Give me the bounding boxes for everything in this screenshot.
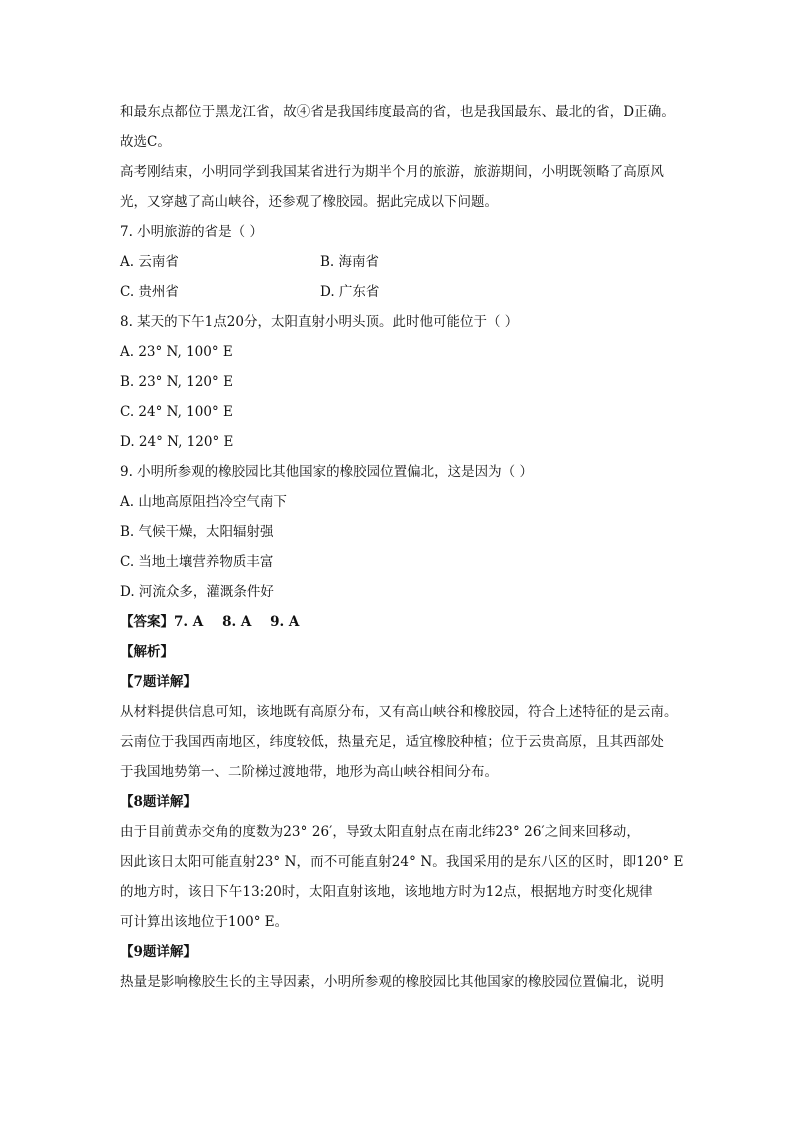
question-9-option-b: B. 气候干燥，太阳辐射强 bbox=[120, 524, 274, 540]
detail-7-heading: 【7题详解】 bbox=[120, 674, 197, 690]
question-9-option-c: C. 当地土壤营养物质丰富 bbox=[120, 554, 274, 570]
question-9-option-d: D. 河流众多，灌溉条件好 bbox=[120, 584, 274, 600]
detail-8-heading: 【8题详解】 bbox=[120, 794, 197, 810]
detail-7-line: 于我国地势第一、二阶梯过渡地带，地形为高山峡谷相间分布。 bbox=[120, 764, 498, 780]
question-9-option-a: A. 山地高原阻挡冷空气南下 bbox=[120, 494, 287, 510]
detail-9-line: 热量是影响橡胶生长的主导因素，小明所参观的橡胶园比其他国家的橡胶园位置偏北，说明 bbox=[120, 974, 664, 990]
analysis-heading: 【解析】 bbox=[120, 644, 174, 660]
question-7-options-row bbox=[120, 282, 680, 302]
option-c: C. 贵州省 bbox=[120, 284, 179, 300]
detail-8-line: 因此该日太阳可能直射23° N，而不可能直射24° N。我国采用的是东八区的区时，即120° E bbox=[120, 854, 684, 870]
question-8-stem: 8. 某天的下午1点20分，太阳直射小明头顶。此时他可能位于（ ） bbox=[120, 314, 519, 330]
paragraph-line: 光，又穿越了高山峡谷，还参观了橡胶园。据此完成以下问题。 bbox=[120, 194, 498, 210]
detail-7-line: 云南位于我国西南地区，纬度较低，热量充足，适宜橡胶种植；位于云贵高原，且其西部处 bbox=[120, 734, 664, 750]
question-8-option-b: B. 23° N, 120° E bbox=[120, 374, 233, 390]
paragraph-line: 高考刚结束，小明同学到我国某省进行为期半个月的旅游，旅游期间，小明既领略了高原风 bbox=[120, 164, 664, 180]
detail-8-line: 可计算出该地位于100° E。 bbox=[120, 914, 289, 930]
detail-7-line: 从材料提供信息可知，该地既有高原分布，又有高山峡谷和橡胶园，符合上述特征的是云南。 bbox=[120, 704, 678, 720]
question-7-options-row bbox=[120, 252, 680, 272]
question-9-stem: 9. 小明所参观的橡胶园比其他国家的橡胶园位置偏北，这是因为（ ） bbox=[120, 464, 533, 480]
option-b: B. 海南省 bbox=[320, 254, 380, 270]
option-d: D. 广东省 bbox=[320, 284, 380, 300]
option-a: A. 云南省 bbox=[120, 254, 179, 270]
question-8-option-c: C. 24° N, 100° E bbox=[120, 404, 233, 420]
answer-line: 【答案】7. A 8. A 9. A bbox=[120, 614, 300, 630]
paragraph-line: 和最东点都位于黑龙江省，故④省是我国纬度最高的省，也是我国最东、最北的省，D正确。 bbox=[120, 104, 675, 120]
question-7-stem: 7. 小明旅游的省是（ ） bbox=[120, 224, 263, 240]
question-8-option-a: A. 23° N, 100° E bbox=[120, 344, 233, 360]
detail-8-line: 的地方时，该日下午13:20时，太阳直射该地，该地地方时为12点，根据地方时变化规律 bbox=[120, 884, 653, 900]
question-8-option-d: D. 24° N, 120° E bbox=[120, 434, 234, 450]
detail-8-line: 由于目前黄赤交角的度数为23° 26′，导致太阳直射点在南北纬23° 26′之间来回移动， bbox=[120, 824, 640, 840]
paragraph-line: 故选C。 bbox=[120, 134, 171, 150]
detail-9-heading: 【9题详解】 bbox=[120, 944, 197, 960]
